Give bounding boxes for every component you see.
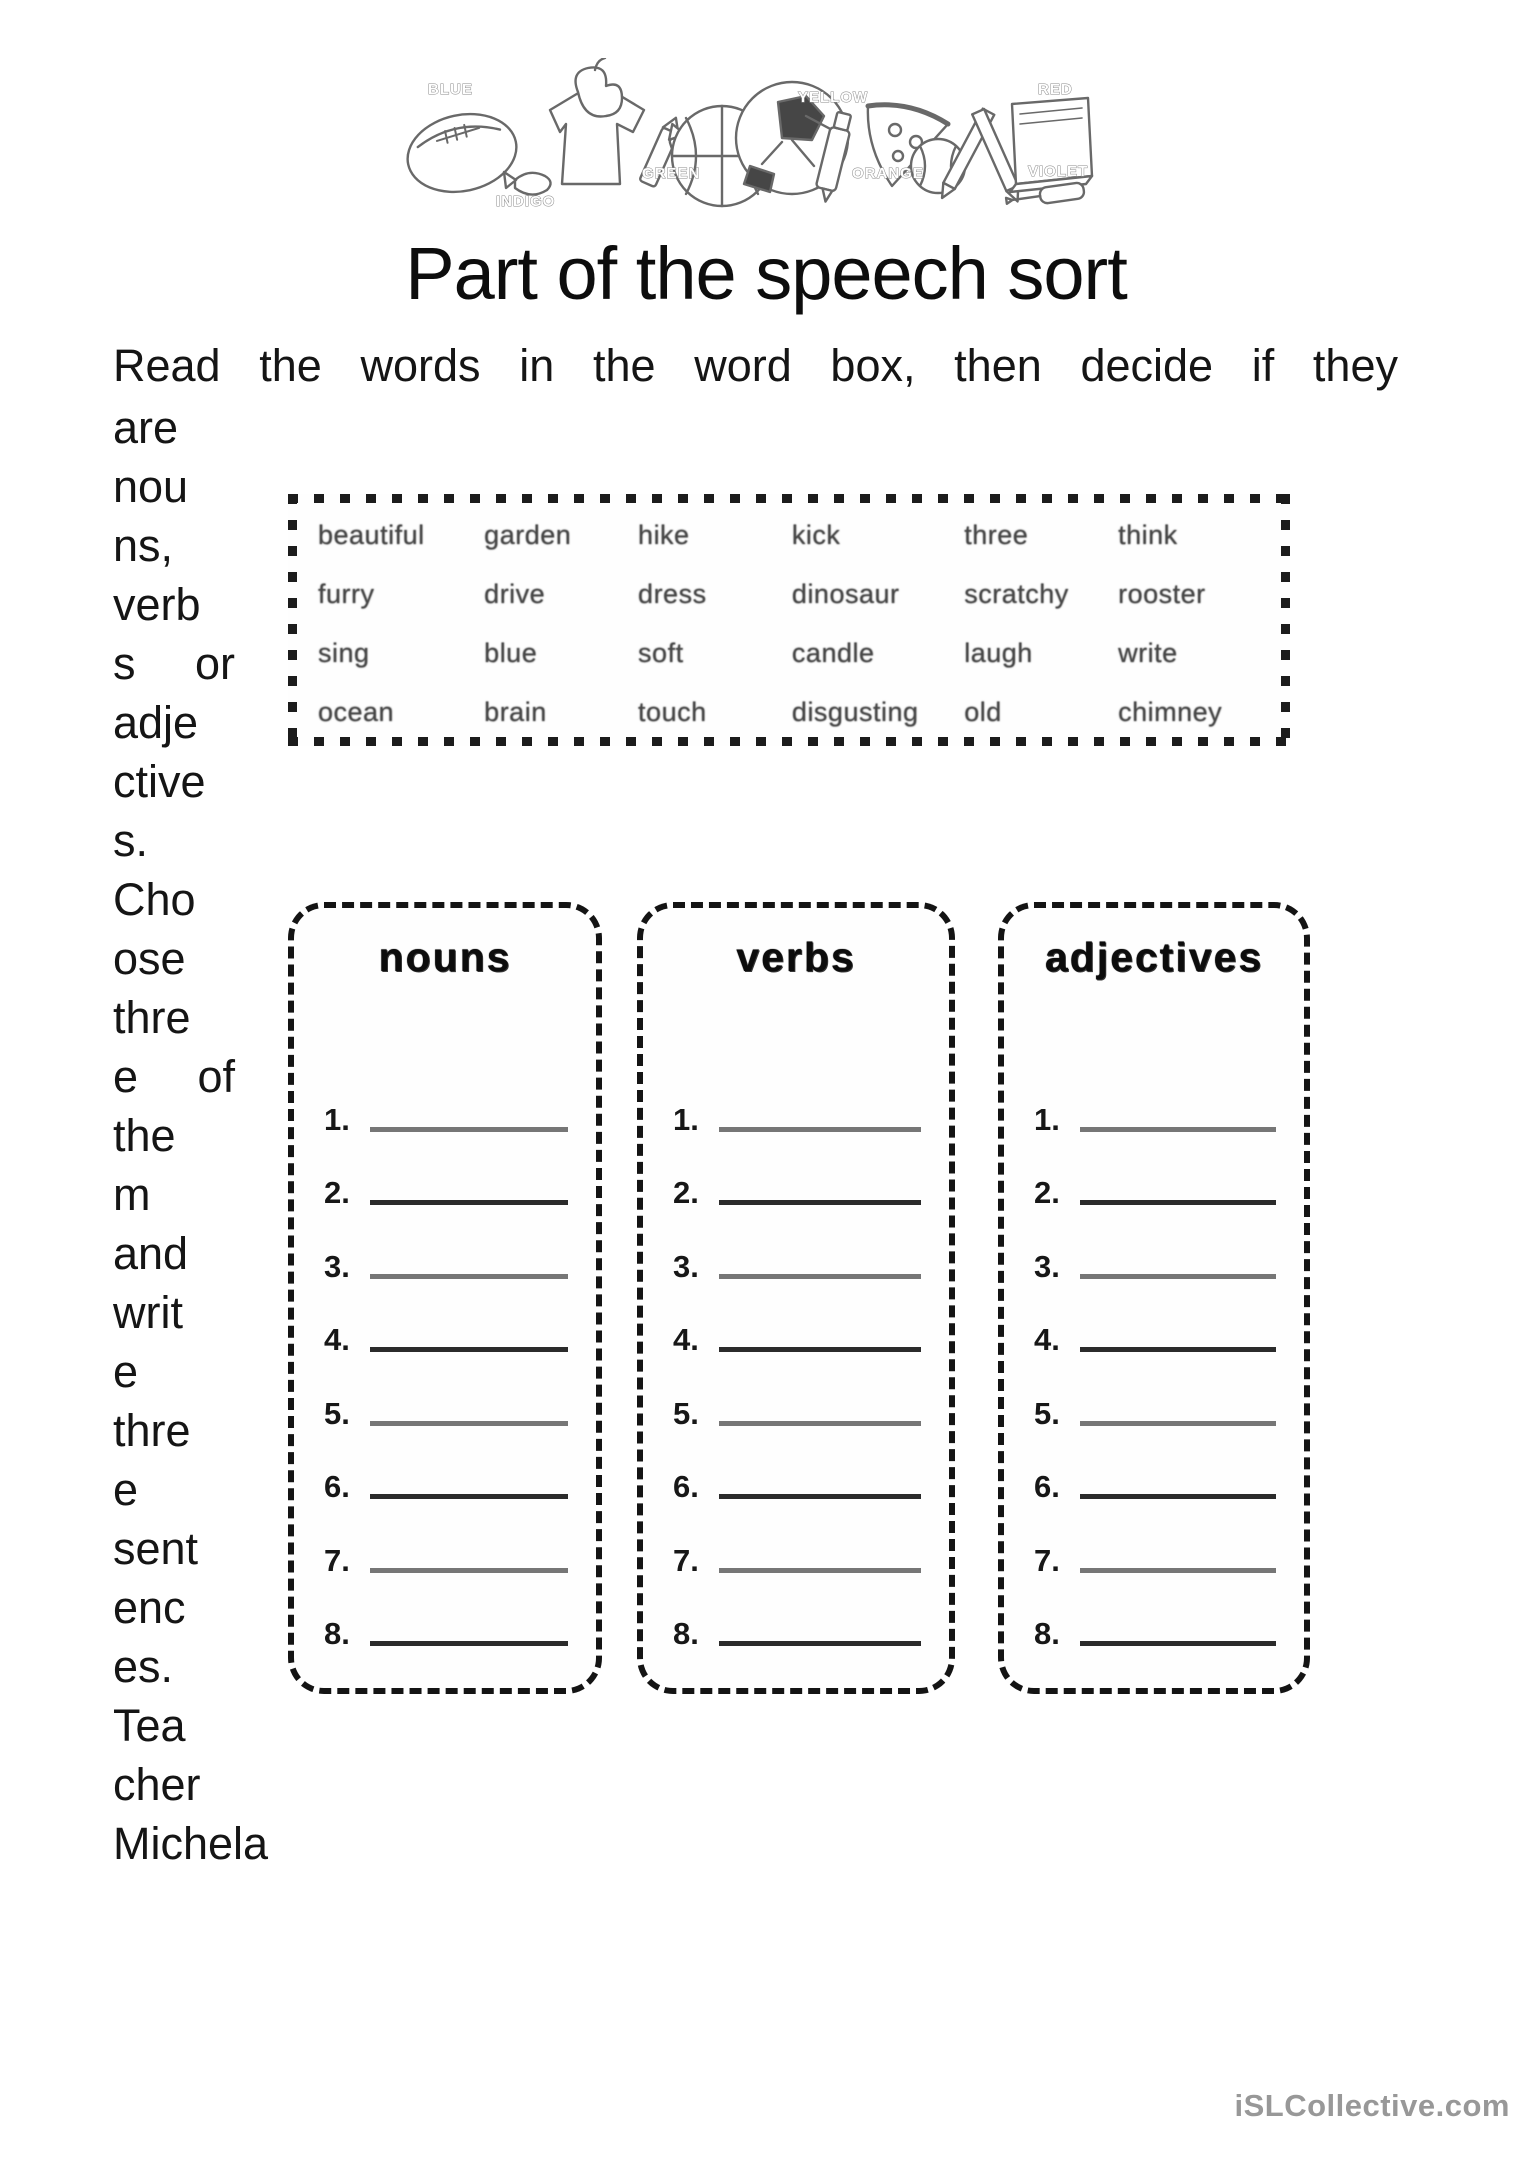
sort-box-adjectives-lines bbox=[1004, 1076, 1304, 1670]
answer-blank-line bbox=[1080, 1200, 1276, 1205]
clipart-banner bbox=[400, 58, 1100, 213]
answer-line-row bbox=[643, 1297, 949, 1371]
sort-box-verbs bbox=[637, 902, 955, 1694]
answer-blank-line bbox=[1080, 1274, 1276, 1279]
answer-blank-line bbox=[370, 1127, 568, 1132]
answer-blank-line bbox=[1080, 1568, 1276, 1573]
answer-blank-line bbox=[370, 1421, 568, 1426]
answer-line-row bbox=[643, 1150, 949, 1224]
instruction-text-line: e of bbox=[113, 1051, 235, 1102]
sort-box-adjectives-header: adjectives bbox=[1044, 934, 1264, 980]
answer-line-number: 3. bbox=[673, 1248, 699, 1284]
answer-line-row bbox=[1004, 1370, 1304, 1444]
word-box-word: blue bbox=[484, 638, 538, 668]
word-box-word: ocean bbox=[318, 697, 395, 727]
word-box-word: dress bbox=[638, 579, 707, 609]
answer-blank-line bbox=[719, 1347, 921, 1352]
answer-line-row bbox=[643, 1370, 949, 1444]
answer-line-row bbox=[643, 1444, 949, 1518]
clipart-banner-drawing bbox=[400, 58, 1100, 213]
answer-line-number: 8. bbox=[324, 1616, 350, 1651]
banner-word-indigo: INDIGO bbox=[496, 193, 556, 210]
instruction-text-line: ctive bbox=[113, 756, 206, 807]
answer-blank-line bbox=[1080, 1421, 1276, 1426]
answer-line-number: 4. bbox=[1034, 1322, 1060, 1357]
word-box-word: laugh bbox=[964, 638, 1033, 668]
instruction-text-line: s or bbox=[113, 638, 235, 689]
word-box bbox=[288, 494, 1290, 746]
word-box-border-left bbox=[288, 494, 297, 746]
word-box-word: rooster bbox=[1118, 579, 1206, 609]
banner-word-green: GREEN bbox=[642, 165, 701, 182]
answer-line-number: 6. bbox=[324, 1469, 350, 1504]
answer-line-number: 5. bbox=[324, 1395, 350, 1431]
answer-blank-line bbox=[719, 1274, 921, 1279]
answer-line-number: 5. bbox=[1034, 1395, 1060, 1431]
banner-word-yellow: YELLOW bbox=[798, 89, 869, 106]
instruction-text-line: and bbox=[113, 1228, 189, 1279]
word-box-word: candle bbox=[791, 638, 875, 668]
instruction-text-column bbox=[113, 398, 269, 1873]
answer-blank-line bbox=[719, 1200, 921, 1205]
answer-line-row bbox=[1004, 1223, 1304, 1297]
answer-line-row bbox=[1004, 1444, 1304, 1518]
answer-blank-line bbox=[719, 1127, 921, 1132]
instruction-text-line: nou bbox=[113, 461, 189, 512]
word-box-word: disgusting bbox=[791, 697, 919, 727]
answer-blank-line bbox=[370, 1347, 568, 1352]
answer-line-number: 3. bbox=[1034, 1248, 1060, 1284]
answer-line-row bbox=[1004, 1297, 1304, 1371]
instruction-text-line: thre bbox=[113, 992, 191, 1043]
word-box-word: kick bbox=[791, 520, 841, 550]
answer-line-number: 8. bbox=[673, 1616, 699, 1651]
instruction-text-line: e bbox=[113, 1346, 139, 1397]
answer-line-number: 7. bbox=[324, 1542, 350, 1578]
word-box-grid bbox=[318, 520, 1272, 728]
word-box-word: touch bbox=[638, 697, 707, 727]
word-box-word: beautiful bbox=[318, 520, 425, 550]
answer-blank-line bbox=[1080, 1494, 1276, 1499]
instruction-text-line: cher bbox=[113, 1759, 201, 1810]
word-box-word: hike bbox=[638, 520, 690, 550]
answer-blank-line bbox=[719, 1641, 921, 1646]
answer-line-row bbox=[294, 1223, 596, 1297]
answer-line-number: 1. bbox=[1034, 1101, 1060, 1137]
word-box-word: three bbox=[964, 520, 1029, 550]
answer-line-row bbox=[643, 1076, 949, 1150]
answer-line-number: 5. bbox=[673, 1395, 699, 1431]
banner-word-orange: ORANGE bbox=[852, 165, 924, 182]
page-title: Part of the speech sort bbox=[405, 232, 1127, 315]
instruction-text-line: are bbox=[113, 402, 179, 453]
instruction-text-line: enc bbox=[113, 1582, 186, 1633]
word-box-word: drive bbox=[484, 579, 546, 609]
answer-line-row bbox=[643, 1223, 949, 1297]
answer-line-number: 1. bbox=[324, 1101, 350, 1137]
sort-box-verbs-lines bbox=[643, 1076, 949, 1670]
sort-box-nouns bbox=[288, 902, 602, 1694]
answer-blank-line bbox=[370, 1568, 568, 1573]
sort-box-nouns-lines bbox=[294, 1076, 596, 1670]
answer-blank-line bbox=[719, 1421, 921, 1426]
word-box-border-top bbox=[288, 494, 1290, 503]
banner-word-blue: BLUE bbox=[428, 81, 473, 98]
instruction-text-line: Tea bbox=[113, 1700, 186, 1751]
instruction-text-line: writ bbox=[113, 1287, 183, 1338]
answer-line-row bbox=[643, 1517, 949, 1591]
sort-box-verbs-header: verbs bbox=[736, 934, 856, 980]
answer-blank-line bbox=[1080, 1641, 1276, 1646]
word-box-word: brain bbox=[484, 697, 547, 727]
answer-line-number: 1. bbox=[673, 1101, 699, 1137]
answer-line-number: 2. bbox=[673, 1175, 699, 1210]
banner-word-red: RED bbox=[1038, 81, 1073, 98]
answer-line-number: 6. bbox=[673, 1469, 699, 1504]
banner-word-violet: VIOLET bbox=[1028, 163, 1089, 180]
instruction-text-line: adje bbox=[113, 697, 199, 748]
answer-blank-line bbox=[370, 1641, 568, 1646]
word-box-word: write bbox=[1118, 638, 1178, 668]
answer-line-row bbox=[294, 1591, 596, 1665]
word-box-border-bottom bbox=[288, 737, 1290, 746]
answer-blank-line bbox=[370, 1274, 568, 1279]
answer-line-number: 8. bbox=[1034, 1616, 1060, 1651]
answer-line-row bbox=[643, 1591, 949, 1665]
word-box-word: scratchy bbox=[964, 579, 1069, 609]
answer-blank-line bbox=[719, 1568, 921, 1573]
instruction-text-line: Michela bbox=[113, 1818, 269, 1869]
instruction-text-line: Cho bbox=[113, 874, 196, 925]
word-box-word: think bbox=[1118, 520, 1178, 550]
word-box-word: dinosaur bbox=[791, 579, 900, 609]
answer-line-row bbox=[1004, 1591, 1304, 1665]
instruction-text-line1: Read the words in the word box, then decide if they bbox=[113, 340, 1398, 391]
fish-icon bbox=[504, 172, 551, 195]
instruction-text-line: the bbox=[113, 1110, 176, 1161]
sort-box-adjectives bbox=[998, 902, 1310, 1694]
answer-line-row bbox=[1004, 1076, 1304, 1150]
answer-blank-line bbox=[370, 1494, 568, 1499]
answer-line-number: 6. bbox=[1034, 1469, 1060, 1504]
word-box-border-right bbox=[1281, 494, 1290, 746]
answer-blank-line bbox=[1080, 1347, 1276, 1352]
answer-line-number: 7. bbox=[673, 1542, 699, 1578]
sort-box-nouns-header: nouns bbox=[378, 934, 512, 980]
answer-line-row bbox=[294, 1517, 596, 1591]
answer-line-number: 2. bbox=[324, 1175, 350, 1210]
answer-line-number: 4. bbox=[324, 1322, 350, 1357]
word-box-word: furry bbox=[318, 579, 375, 609]
answer-line-row bbox=[294, 1297, 596, 1371]
answer-line-row bbox=[1004, 1150, 1304, 1224]
answer-blank-line bbox=[370, 1200, 568, 1205]
instruction-text-line: thre bbox=[113, 1405, 191, 1456]
instruction-text-line: ose bbox=[113, 933, 186, 984]
answer-blank-line bbox=[1080, 1127, 1276, 1132]
answer-line-row bbox=[294, 1370, 596, 1444]
answer-line-row bbox=[294, 1150, 596, 1224]
answer-line-number: 4. bbox=[673, 1322, 699, 1357]
instruction-text-line: es. bbox=[113, 1641, 174, 1692]
answer-blank-line bbox=[719, 1494, 921, 1499]
answer-line-row bbox=[294, 1444, 596, 1518]
instruction-text-line: m bbox=[113, 1169, 151, 1220]
answer-line-number: 2. bbox=[1034, 1175, 1060, 1210]
word-box-word: sing bbox=[318, 638, 370, 668]
answer-line-row bbox=[1004, 1517, 1304, 1591]
answer-line-number: 7. bbox=[1034, 1542, 1060, 1578]
word-box-word: old bbox=[964, 697, 1002, 727]
word-box-word: soft bbox=[638, 638, 684, 668]
answer-line-number: 3. bbox=[324, 1248, 350, 1284]
answer-line-row bbox=[294, 1076, 596, 1150]
islcollective-watermark: iSLCollective.com bbox=[1234, 2088, 1510, 2123]
instruction-text-line: sent bbox=[113, 1523, 199, 1574]
instruction-text-line: s. bbox=[113, 815, 149, 866]
word-box-word: chimney bbox=[1118, 697, 1223, 727]
instruction-text-line: ns, bbox=[113, 520, 174, 571]
instruction-text-line: verb bbox=[113, 579, 201, 630]
word-box-word: garden bbox=[484, 520, 572, 550]
instruction-text-line: e bbox=[113, 1464, 139, 1515]
